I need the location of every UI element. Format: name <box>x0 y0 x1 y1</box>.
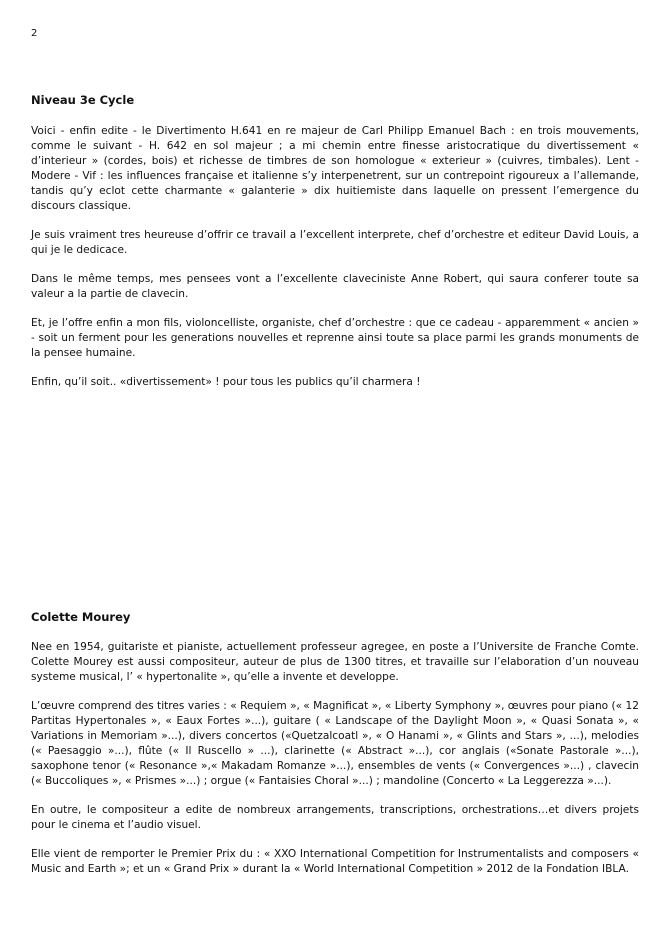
paragraph: Je suis vraiment tres heureuse d’offrir ce travail a l’excellent interprete, chef d’orchestre et editeur David Louis, a qui je le dedicace. <box>31 229 639 256</box>
section-body-author <box>31 640 639 891</box>
paragraph: Et, je l’offre enfin a mon fils, violoncelliste, organiste, chef d’orchestre : que ce cadeau - apparemment « ancien » - soit un ferment pour les generations nouvelles et reprenne ainsi toute sa place parmi les grands monuments de la pensee humaine. <box>31 317 639 359</box>
paragraph: En outre, le compositeur a edite de nombreux arrangements, transcriptions, orchestrations…et divers projets pour le cinema et l’audio visuel. <box>31 804 639 831</box>
paragraph: Enfin, qu’il soit.. «divertissement» ! pour tous les publics qu’il charmera ! <box>31 376 421 388</box>
section-heading-niveau: Niveau 3e Cycle <box>31 93 135 107</box>
section-body-niveau <box>31 124 639 404</box>
paragraph: L’œuvre comprend des titres varies : « Requiem », « Magnificat », « Liberty Symphony », œuvres pour piano (« 12 Partitas Hypertonales », « Eaux Fortes »...), guitare ( « Landscape of the Daylight Moon », « Quasi Sonata », « Variations in Memoriam »...), divers concertos («Quetzalcoatl », « O Hanami », « Glints and Stars », ...), melodies (« Paesaggio »...), flûte (« Il Ruscello » ...), clarinette (« Abstract »...), cor anglais («Sonate Pastorale »...), saxophone tenor (« Resonance »,« Makadam Romanze »...), ensembles de vents (« Convergences »...) , clavecin (« Buccoliques », « Prismes »...) ; orgue (« Fantaisies Choral »...) ; mandoline (Concerto « La Leggerezza »...). <box>31 700 639 787</box>
paragraph: Nee en 1954, guitariste et pianiste, actuellement professeur agregee, en poste a l’Universite de Franche Comte. Colette Mourey est aussi compositeur, auteur de plus de 1300 titres, et travaille sur l’elaboration d’un nouveau systeme musical, l’ « hypertonalite », qu’elle a invente et developpe. <box>31 641 639 683</box>
page-number: 2 <box>31 28 38 39</box>
paragraph: Voici - enfin edite - le Divertimento H.641 en re majeur de Carl Philipp Emanuel Bach : en trois mouvements, comme le suivant - H. 642 en sol majeur ; a mi chemin entre finesse aristocratique du divertissement « d’interieur » (cordes, bois) et richesse de timbres de son homologue « exterieur » (cuivres, timbales). Lent - Modere - Vif : les influences française et italienne s’y interpenetrent, sur un contrepoint rigoureux a l’allemande, tandis qu’y eclot cette charmante « galanterie » dix huitiemiste dans laquelle on pressent l’emergence du discours classique. <box>31 125 639 212</box>
paragraph: Dans le même temps, mes pensees vont a l’excellente claveciniste Anne Robert, qui saura conferer toute sa valeur a la partie de clavecin. <box>31 273 639 300</box>
paragraph: Elle vient de remporter le Premier Prix du : « XXO International Competition for Instrumentalists and composers « Music and Earth »; et un « Grand Prix » durant la « World International Competition » 2012 de la Fondation IBLA. <box>31 848 639 875</box>
section-heading-author: Colette Mourey <box>31 610 131 624</box>
